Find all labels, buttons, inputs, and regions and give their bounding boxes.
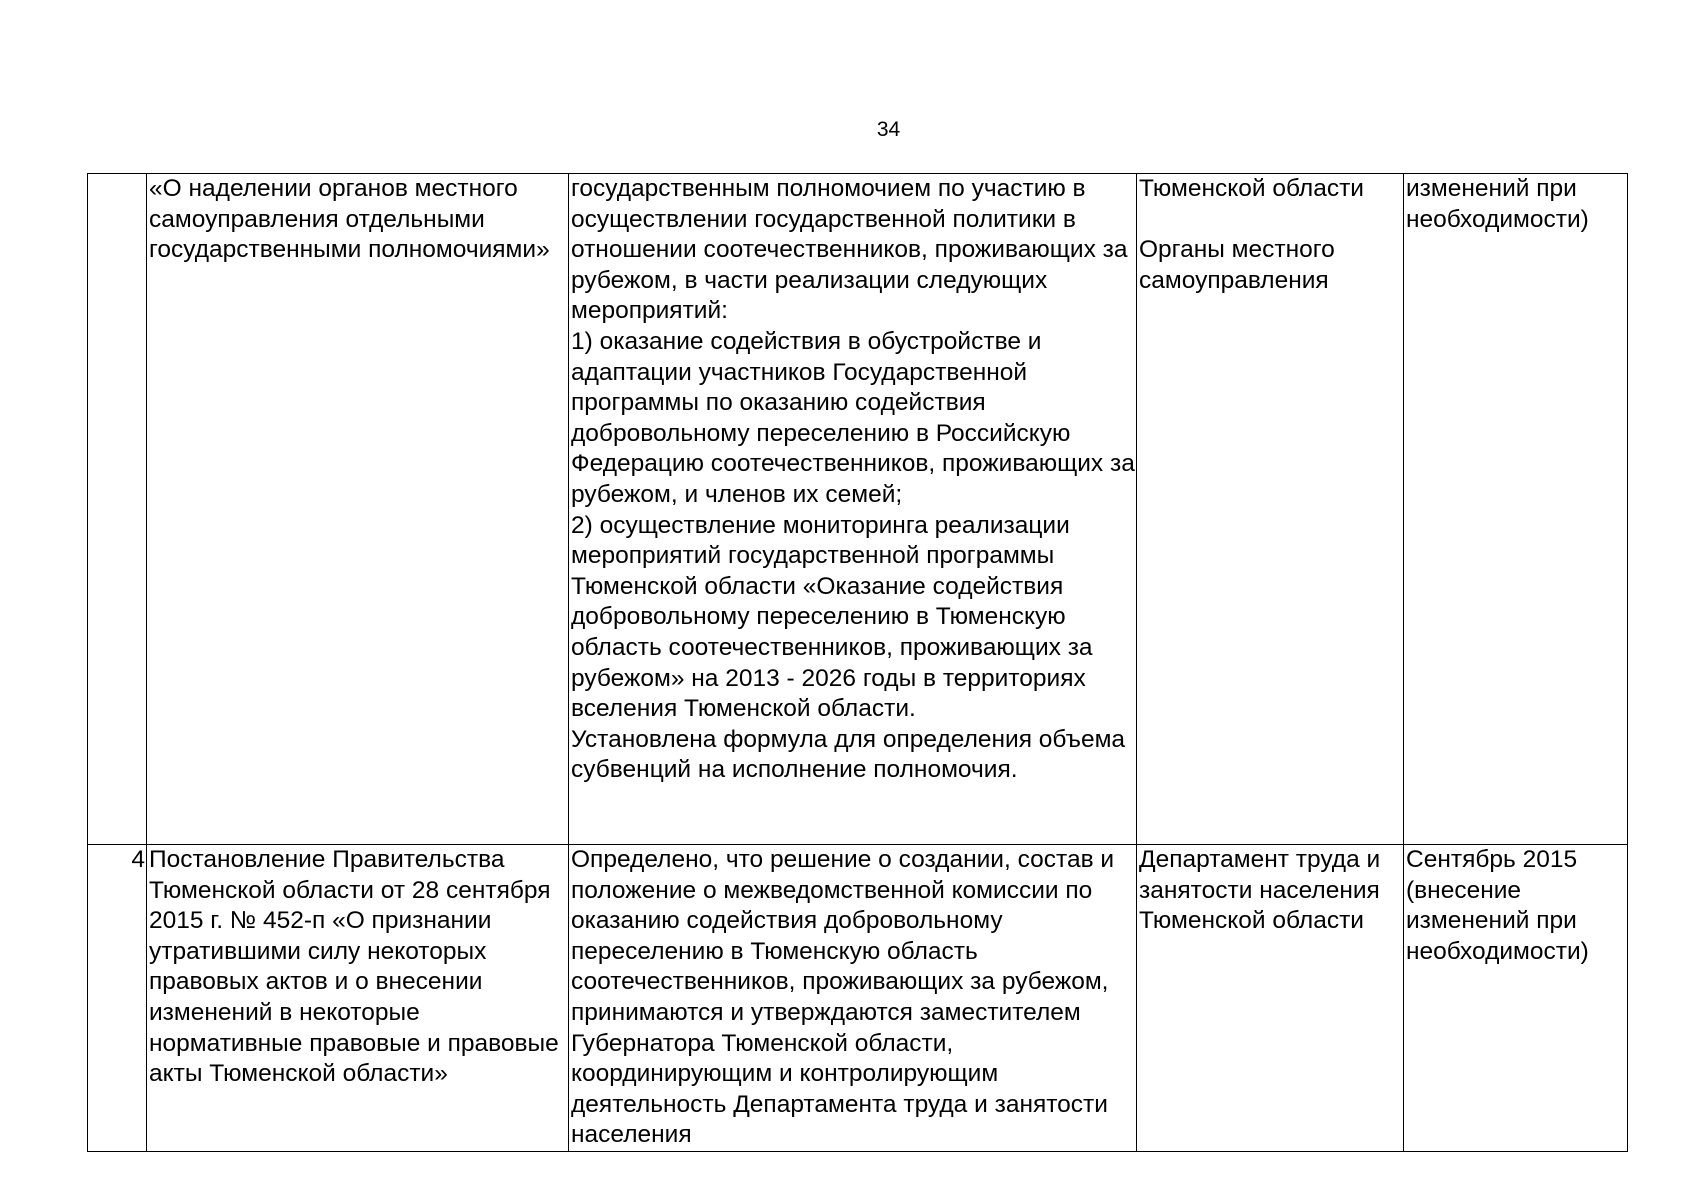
content-paragraph: 2) осуществление мониторинга реализации мероприятий государственной программы Тюменской области «Оказание содействия добровольному переселению в Тюменскую область соотечественников, проживающих за рубежом» на 2013 - 2026 годы в территориях вселения Тюменской области. — [571, 511, 1093, 723]
document-title: Постановление Правительства Тюменской области от 28 сентября 2015 г. № 452-п «О признании утратившими силу некоторых правовых актов и о внесении изменений в некоторые нормативные правовые и правовые акты Тюменской области» — [149, 846, 559, 1088]
content-paragraph: Определено, что решение о создании, состав и положение о межведомственной комиссии по оказанию содействия добровольному переселению в Тюменскую область соотечественников, проживающих за рубежом, принимаются и утверждаются заместителем Губернатора Тюменской области, координирующим и контролирующим деятельность Департамента труда и занятости населения — [571, 846, 1115, 1149]
document-title: «О наделении органов местного самоуправления отдельными государственными полномочиями» — [149, 175, 550, 264]
content-paragraph: государственным полномочием по участию в осуществлении государственной политики в отношении соотечественников, проживающих за рубежом, в части реализации следующих мероприятий: — [571, 175, 1128, 325]
document-cell — [147, 174, 569, 845]
row-number-cell — [88, 174, 147, 845]
row-number-cell — [88, 845, 147, 1152]
executor-text: Тюменской области — [1139, 175, 1364, 202]
document-cell — [147, 845, 569, 1152]
term-text: Сентябрь 2015 (внесение изменений при необходимости) — [1406, 846, 1589, 965]
executor-cell — [1137, 845, 1404, 1152]
content-paragraph: 1) оказание содействия в обустройстве и адаптации участников Государственной программы по оказанию содействия добровольному переселению в Российскую Федерацию соотечественников, проживающих за рубежом, и членов их семей; — [571, 327, 1135, 508]
content-paragraph: Установлена формула для определения объема субвенций на исполнение полномочия. — [571, 725, 1126, 784]
executor-cell — [1137, 174, 1404, 845]
executor-text: Департамент труда и занятости населения Тюменской области — [1139, 846, 1381, 935]
row-number: 4 — [131, 846, 145, 873]
term-text: изменений при необходимости) — [1406, 175, 1589, 233]
content-cell — [569, 845, 1137, 1152]
page-number: 34 — [876, 118, 901, 141]
content-cell — [569, 174, 1137, 845]
spacer — [1139, 205, 1402, 236]
term-cell — [1404, 174, 1628, 845]
table-row — [88, 174, 1628, 845]
term-cell — [1404, 845, 1628, 1152]
executor-text: Органы местного самоуправления — [1139, 236, 1335, 294]
measures-table — [87, 173, 1628, 1152]
table-row — [88, 845, 1628, 1152]
